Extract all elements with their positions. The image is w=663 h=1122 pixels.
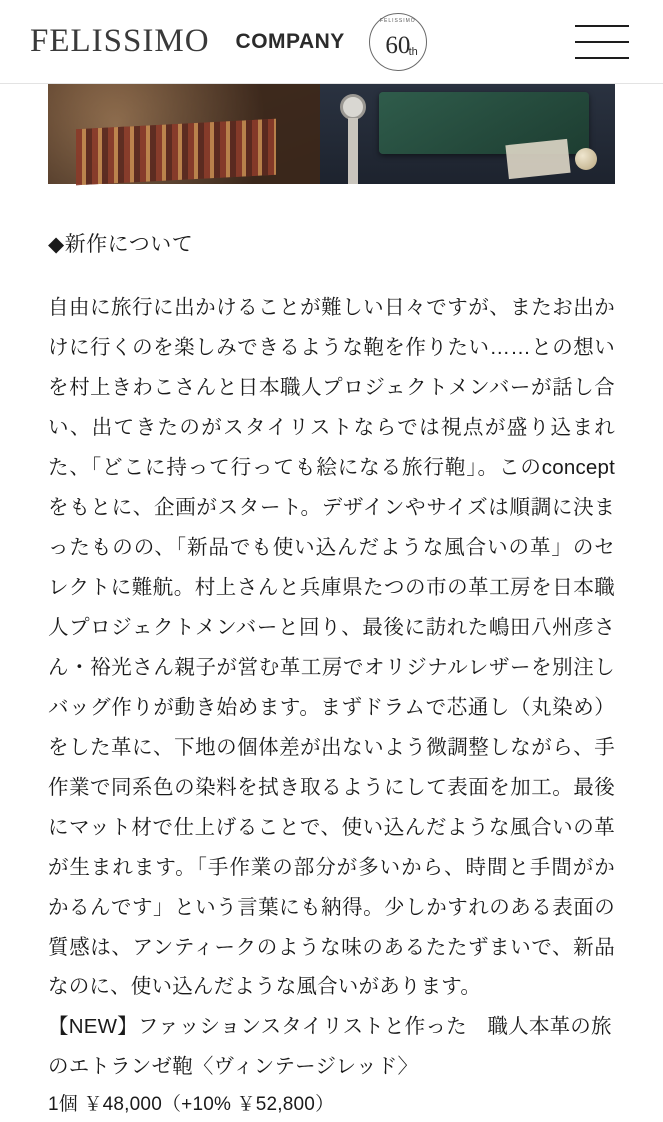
logo[interactable]	[30, 25, 210, 58]
hamburger-bar-3	[575, 57, 629, 59]
anniversary-badge	[369, 13, 427, 71]
product-price: 1個 ￥48,000（+10% ￥52,800）	[48, 1094, 335, 1116]
section-heading: ◆新作について	[48, 233, 194, 256]
company-label[interactable]: COMPANY	[235, 29, 345, 53]
anniversary-suffix: th	[408, 45, 418, 58]
hero-rug	[76, 119, 276, 185]
hamburger-bar-2	[575, 41, 629, 43]
anniversary-arc-text: FELISSIMO	[379, 17, 416, 24]
hamburger-menu-icon[interactable]	[575, 25, 629, 59]
hero-watch-strap	[348, 118, 358, 184]
site-header	[0, 0, 663, 84]
hero-watch-face	[340, 94, 366, 120]
hero-paper-note	[505, 139, 570, 179]
hamburger-bar-1	[575, 25, 629, 27]
hero-image	[48, 84, 615, 184]
product-name: 【NEW】ファッションスタイリストと作った 職人本革の旅のエトランゼ鞄〈ヴィンテージレッド〉	[48, 1015, 612, 1079]
hero-coin	[575, 148, 597, 170]
article-paragraph: 自由に旅行に出かけることが難しい日々ですが、またお出かけに行くのを楽しみできるような鞄を作りたい……との想いを村上きわこさんと日本職人プロジェクトメンバーが話し合い、出てきたのがスタイリストならでは視点が盛り込まれた、「どこに持って行っても絵になる旅行鞄」。このconceptをもとに、企画がスタート。デザインやサイズは順調に決まったものの、「新品でも使い込んだような風合いの革」のセレクトに難航。村上さんと兵庫県たつの市の革工房を日本職人プロジェクトメンバーと回り、最後に訪れた嶋田八州彦さん・裕光さん親子が営む革工房でオリジナルレザーを別注しバッグ作りが動き始めます。まずドラムで芯通し（丸染め）をした革に、下地の個体差が出ないよう微調整しながら、手作業で同系色の染料を拭き取るようにして表面を加工。最後にマット材で仕上げることで、使い込んだような風合いの革が生まれます。「手作業の部分が多いから、時間と手間がかかるんです」という言葉にも納得。少しかすれのある表面の質感は、アンティークのような味のあるたたずまいで、新品なのに、使い込んだような風合いがあります。	[48, 296, 615, 999]
logo-text: FELISSIMO	[30, 23, 210, 59]
article-content	[0, 84, 663, 1122]
anniversary-number: 60	[385, 32, 411, 59]
